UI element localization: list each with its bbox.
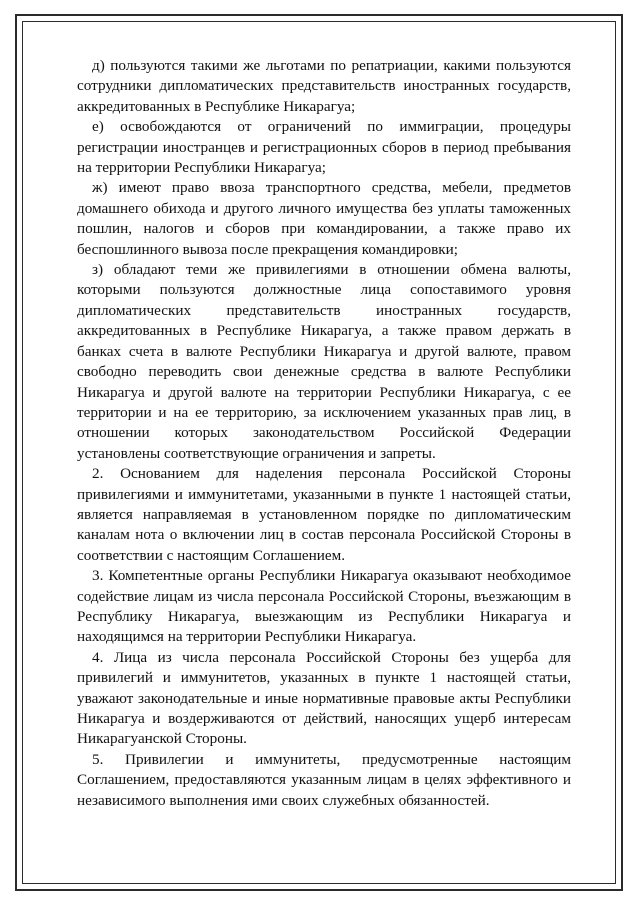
paragraph-5: 5. Привилегии и иммунитеты, предусмотренные настоящим Соглашением, предоставляются указанным лицам в целях эффективного и независимого выполнения ими своих служебных обязанностей. xyxy=(77,750,571,809)
document-body xyxy=(77,56,571,811)
paragraph-e: е) освобождаются от ограничений по иммиграции, процедуры регистрации иностранцев и регистрационных сборов в период пребывания на территории Республики Никарагуа; xyxy=(77,118,571,177)
paragraph-2: 2. Основанием для наделения персонала Российской Стороны привилегиями и иммунитетами, указанными в пункте 1 настоящей статьи, является направляемая в установленном порядке по дипломатическим каналам нота о включении лиц в состав персонала Российской Стороны в соответствии с настоящим Соглашением. xyxy=(77,465,571,564)
paragraph-3: 3. Компетентные органы Республики Никарагуа оказывают необходимое содействие лицам из числа персонала Российской Стороны, въезжающим в Республику Никарагуа, выезжающим из Республики Никарагуа и находящимся на территории Республики Никарагуа. xyxy=(77,567,571,646)
paragraph-4: 4. Лица из числа персонала Российской Стороны без ущерба для привилегий и иммунитетов, указанных в пункте 1 настоящей статьи, уважают законодательные и иные нормативные правовые акты Республики Никарагуа и воздерживаются от действий, наносящих ущерб интересам Никарагуанской Стороны. xyxy=(77,648,571,748)
paragraph-d: д) пользуются такими же льготами по репатриации, какими пользуются сотрудники дипломатических представительств иностранных государств, аккредитованных в Республике Никарагуа; xyxy=(77,57,571,115)
paragraph-z: з) обладают теми же привилегиями в отношении обмена валюты, которыми пользуются должностные лица сопоставимого уровня дипломатических представительств иностранных государств, аккредитованных в Республике Никарагуа, а также правом держать в банках счета в валюте Республики Никарагуа и другой валюте, правом свободно переводить свои денежные средства в валюте Республики Никарагуа и другой валюте на территории Республики Никарагуа, с ее территории и на ее территорию, за исключением указанных прав лиц, в отношении которых законодательством Российской Федерации установлены соответствующие ограничения и запреты. xyxy=(77,261,571,462)
paragraph-zh: ж) имеют право ввоза транспортного средства, мебели, предметов домашнего обихода и другого личного имущества без уплаты таможенных пошлин, налогов и сборов при командировании, а также право их беспошлинного вывоза после прекращения командировки; xyxy=(77,179,571,258)
